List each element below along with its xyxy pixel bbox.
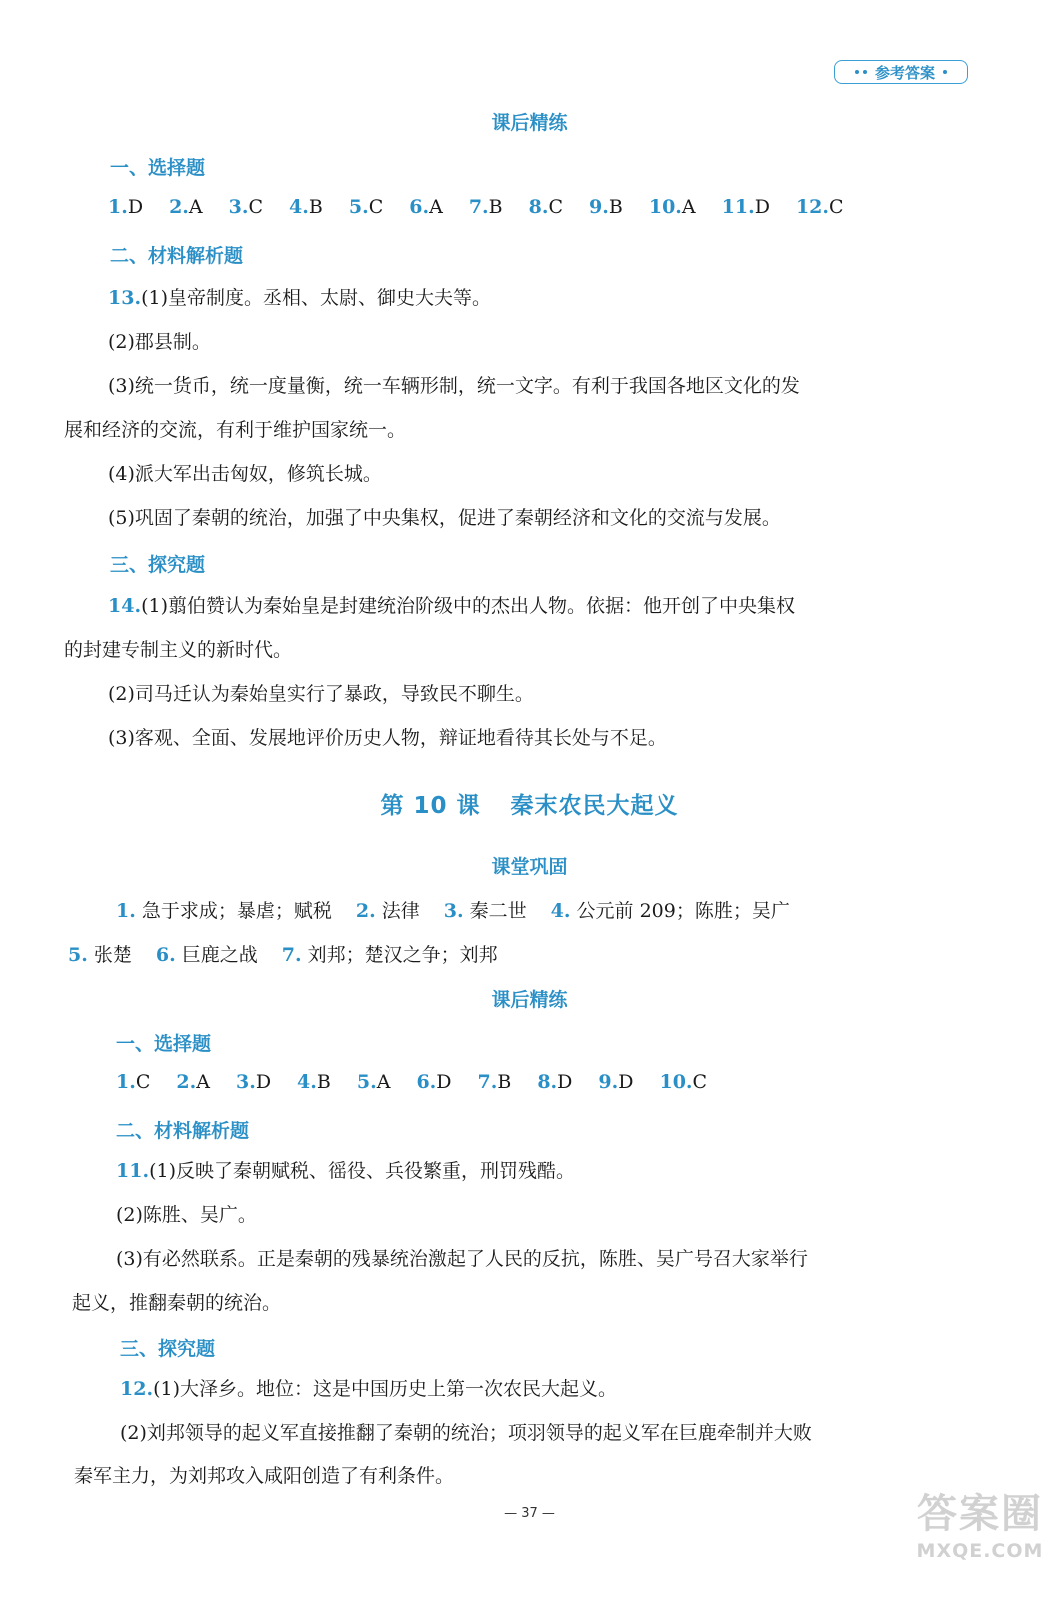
q13-line-4: 展和经济的交流，有利于维护国家统一。 [64, 419, 407, 441]
answer-text: D [255, 1071, 272, 1093]
answer-text: D [618, 1071, 634, 1093]
fill-answer [444, 900, 527, 922]
question-number: 8. [537, 1071, 558, 1093]
question-number: 5. [68, 944, 88, 966]
question-number: 5. [356, 1071, 377, 1093]
answer-text: A [196, 1071, 210, 1093]
question-number: 12. [795, 196, 829, 218]
question-number: 14. [108, 595, 142, 617]
classwork-answers-row-1 [116, 896, 814, 923]
choice-answers-row [108, 196, 870, 218]
q12-line-2: (2)刘邦领导的起义军直接推翻了秦朝的统治；项羽领导的起义军在巨鹿牵制并大败 [120, 1422, 812, 1444]
q13-line-5: (4)派大军出击匈奴，修筑长城。 [108, 463, 382, 485]
choice-heading-2: 一、选择题 [116, 1033, 212, 1055]
choice-answer [649, 196, 696, 218]
lesson-title: 第 10 课 秦末农民大起义 [380, 793, 679, 819]
q14-line-3: (2)司马迁认为秦始皇实行了暴政，导致民不聊生。 [108, 683, 534, 705]
q13-line-6: (5)巩固了秦朝的统治，加强了中央集权，促进了秦朝经济和文化的交流与发展。 [108, 507, 781, 529]
choice-answer [529, 196, 563, 218]
answer-text: D [557, 1071, 573, 1093]
fill-answer [551, 900, 790, 922]
fill-answer [116, 900, 332, 922]
choice-answer [236, 1071, 271, 1093]
answer-text: A [429, 196, 443, 218]
choice-answer [297, 1071, 331, 1093]
choice-answer [537, 1071, 572, 1093]
answer-text: A [681, 196, 696, 218]
reference-answers-badge [834, 60, 968, 84]
answer-text: D [436, 1071, 452, 1093]
question-number: 2. [355, 900, 376, 922]
q13-line-2: (2)郡县制。 [108, 331, 211, 353]
choice-answer [176, 1071, 210, 1093]
fill-answer [156, 944, 258, 966]
q11-line-2: (2)陈胜、吴广。 [116, 1204, 257, 1226]
choice-answer [409, 196, 443, 218]
explore-heading: 三、探究题 [110, 554, 206, 576]
answer-text: B [497, 1071, 512, 1093]
q13-line-3: (3)统一货币，统一度量衡，统一车辆形制，统一文字。有利于我国各地区文化的发 [108, 375, 800, 397]
question-number: 2. [176, 1071, 197, 1093]
fill-answer [356, 900, 420, 922]
q12-line-3: 秦军主力，为刘邦攻入咸阳创造了有利条件。 [74, 1465, 455, 1487]
answer-text: D [127, 196, 144, 218]
choice-answer [357, 1071, 391, 1093]
answer-text: 秦二世 [463, 900, 527, 922]
question-number: 1. [116, 1071, 136, 1093]
choice-answer [169, 196, 203, 218]
q11-line-4: 起义，推翻秦朝的统治。 [72, 1292, 282, 1314]
after-class-practice-title: 课后精练 [491, 112, 568, 134]
question-number: 3. [228, 196, 249, 218]
q14-line-4: (3)客观、全面、发展地评价历史人物，辩证地看待其长处与不足。 [108, 727, 667, 749]
choice-answer [478, 1071, 512, 1093]
choice-heading: 一、选择题 [110, 157, 206, 179]
question-number: 6. [416, 1071, 437, 1093]
question-number: 13. [108, 287, 142, 309]
answer-text: A [188, 196, 203, 218]
question-number: 4. [550, 900, 571, 922]
question-number: 4. [297, 1071, 317, 1093]
q12-line-1: 12.(1)大泽乡。地位：这是中国历史上第一次农民大起义。 [120, 1378, 617, 1400]
dot-icon [863, 70, 867, 74]
badge-label: 参考答案 [874, 63, 935, 82]
choice-answer [116, 1071, 150, 1093]
answer-text: B [488, 196, 503, 218]
question-number: 11. [116, 1160, 150, 1182]
answer-text: C [829, 196, 844, 218]
question-number: 9. [589, 196, 609, 218]
q11-line-1: 11.(1)反映了秦朝赋税、徭役、兵役繁重，刑罚残酷。 [116, 1160, 575, 1182]
classwork-title: 课堂巩固 [491, 856, 568, 878]
question-number: 4. [289, 196, 309, 218]
question-number: 7. [468, 196, 489, 218]
question-number: 1. [116, 900, 136, 922]
q13-line-1: 13.(1)皇帝制度。丞相、太尉、御史大夫等。 [108, 287, 491, 309]
fill-answer [68, 944, 132, 966]
choice-answer [416, 1071, 451, 1093]
page-number: — 37 — [504, 1506, 555, 1521]
answer-text: 刘邦；楚汉之争；刘邦 [301, 944, 498, 966]
question-number: 9. [598, 1071, 619, 1093]
choice-answer [229, 196, 263, 218]
explore-heading-2: 三、探究题 [120, 1338, 216, 1360]
material-heading: 二、材料解析题 [110, 245, 244, 267]
answer-text: 法律 [375, 900, 420, 922]
choice-answer [659, 1071, 707, 1093]
question-number: 10. [659, 1071, 693, 1093]
fill-answer [282, 944, 498, 966]
question-number: 6. [155, 944, 176, 966]
choice-answer [469, 196, 503, 218]
watermark-logo: 答案圈 MXQE.COM [916, 1491, 1044, 1562]
answer-text: 巨鹿之战 [175, 944, 258, 966]
answer-text: A [376, 1071, 391, 1093]
classwork-answers-row-2 [68, 940, 522, 967]
choice-answer [589, 196, 623, 218]
choice-answers-row-2 [116, 1071, 733, 1093]
q11-line-3: (3)有必然联系。正是秦朝的残暴统治激起了人民的反抗，陈胜、吴广号召大家举行 [116, 1248, 808, 1270]
question-number: 12. [120, 1378, 154, 1400]
answer-text: C [248, 196, 264, 218]
choice-answer [796, 196, 844, 218]
question-number: 7. [477, 1071, 498, 1093]
choice-answer [108, 196, 143, 218]
answer-text: C [692, 1071, 708, 1093]
answer-text: 公元前 209；陈胜；吴广 [570, 900, 790, 922]
choice-answer [349, 196, 383, 218]
question-number: 7. [281, 944, 302, 966]
answer-text: C [548, 196, 564, 218]
choice-answer [722, 196, 770, 218]
q14-line-1: 14.(1)翦伯赞认为秦始皇是封建统治阶级中的杰出人物。依据：他开创了中央集权 [108, 595, 795, 617]
after-class-practice-title-2: 课后精练 [491, 989, 568, 1011]
dot-icon [943, 70, 947, 74]
question-number: 5. [348, 196, 369, 218]
answer-text: C [135, 1071, 151, 1093]
q14-line-2: 的封建专制主义的新时代。 [64, 639, 293, 661]
question-number: 11. [721, 196, 755, 218]
question-number: 1. [108, 196, 128, 218]
question-number: 8. [528, 196, 549, 218]
answer-text: B [308, 196, 323, 218]
material-heading-2: 二、材料解析题 [116, 1120, 250, 1142]
choice-answer [598, 1071, 633, 1093]
answer-text: 急于求成；暴虐；赋税 [135, 900, 332, 922]
question-number: 3. [235, 1071, 256, 1093]
answer-text: B [316, 1071, 331, 1093]
choice-answer [289, 196, 323, 218]
question-number: 2. [169, 196, 189, 218]
answer-text: C [368, 196, 384, 218]
answer-text: 张楚 [87, 944, 132, 966]
answer-text: B [608, 196, 623, 218]
question-number: 3. [443, 900, 464, 922]
question-number: 6. [409, 196, 430, 218]
answer-text: D [754, 196, 770, 218]
dot-icon [855, 70, 859, 74]
question-number: 10. [648, 196, 682, 218]
